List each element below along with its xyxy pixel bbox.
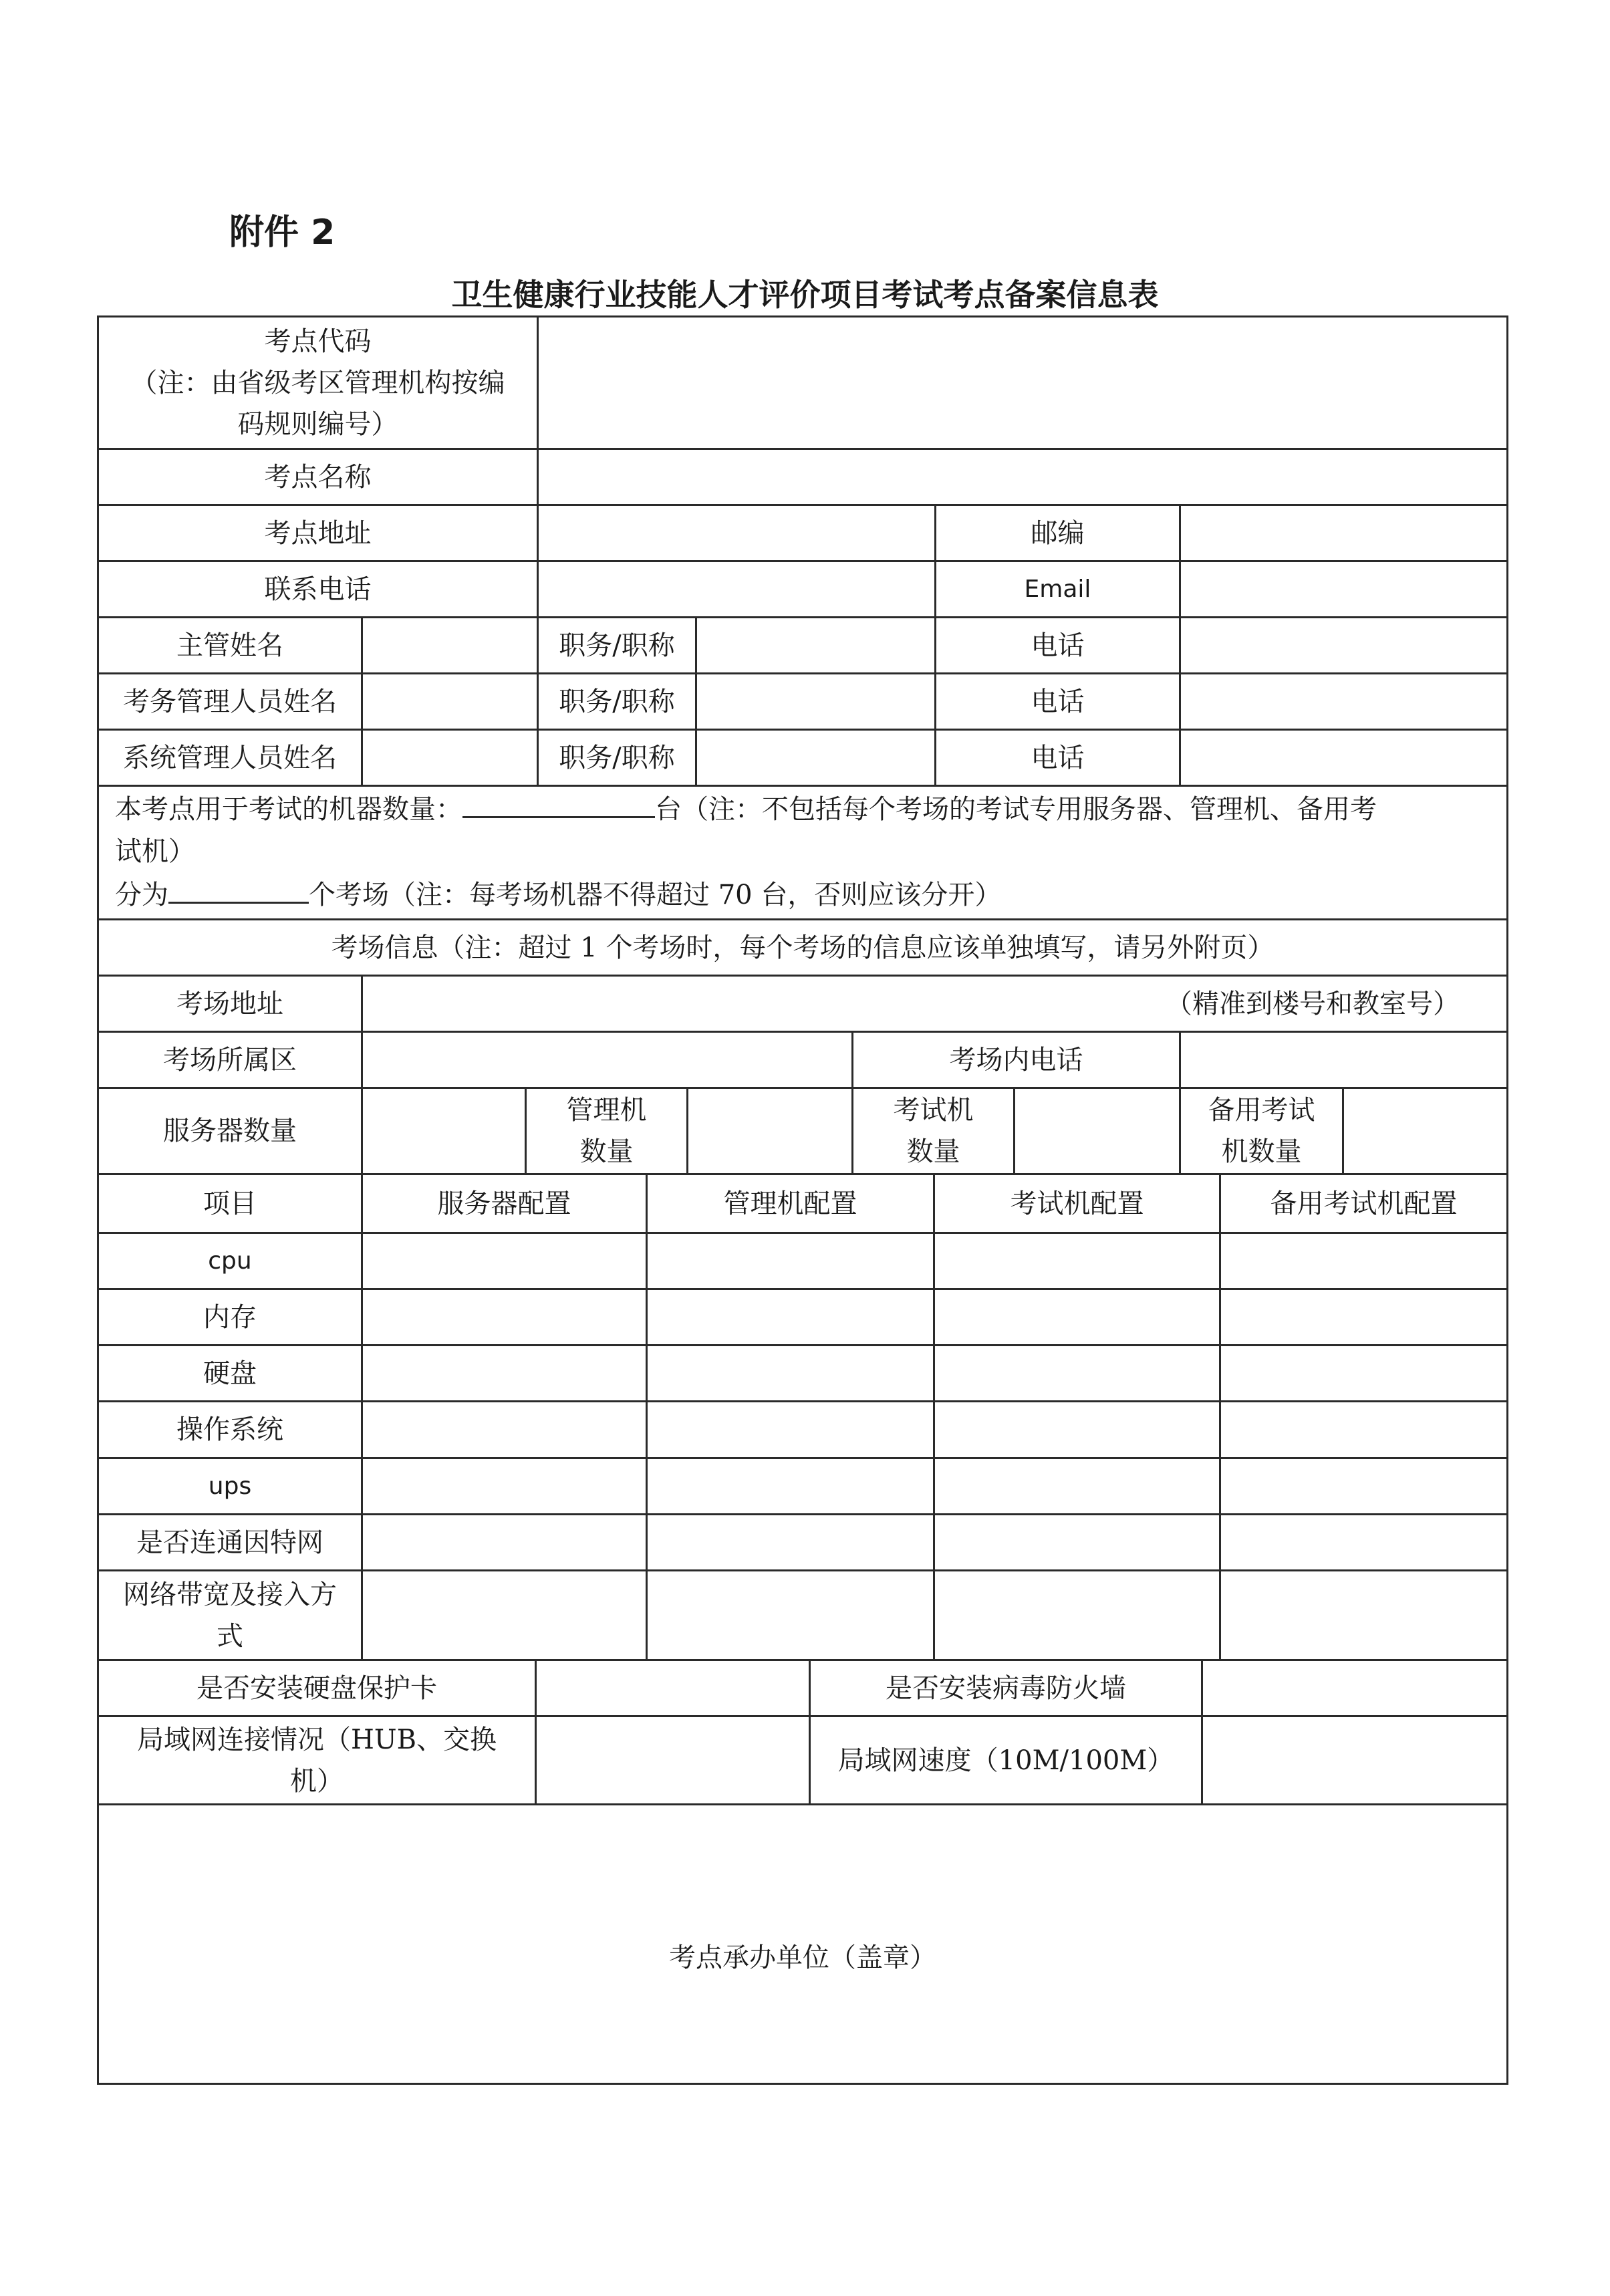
backup-count-label (1181, 1089, 1342, 1173)
site-code-note-2: 码规则编号） (237, 408, 398, 440)
contact-phone-label: 联系电话 (264, 573, 372, 605)
room-address-field[interactable] (363, 977, 1506, 1031)
backup-count-field[interactable] (1344, 1089, 1506, 1173)
machine-count-blank[interactable] (462, 792, 655, 818)
room-count-text (115, 874, 1001, 916)
exam-count-field[interactable] (1015, 1089, 1179, 1173)
exam-admin-position-label: 职务/职称 (559, 686, 675, 717)
config-row-internet: 是否连通因特网 (136, 1527, 323, 1558)
config-row-memory: 内存 (203, 1301, 257, 1333)
room-count-blank[interactable] (168, 878, 309, 904)
config-header-admin: 管理机配置 (723, 1188, 857, 1219)
room-count-prefix: 分为 (115, 880, 168, 910)
config-row-bandwidth-2: 式 (217, 1620, 243, 1652)
config-header-item: 项目 (203, 1188, 257, 1219)
config-row-bandwidth-1: 网络带宽及接入方 (123, 1579, 337, 1610)
sys-admin-name-field[interactable] (363, 731, 537, 785)
site-name-field[interactable] (539, 450, 1506, 504)
machine-count-text (115, 789, 1377, 830)
lan-connection-label (99, 1717, 535, 1803)
lan-speed-label: 局域网速度（10M/100M） (837, 1745, 1174, 1776)
admin-count-label (527, 1089, 686, 1173)
site-code-note: （注：由省级考区管理机构按编 (130, 367, 505, 398)
config-header-server: 服务器配置 (437, 1188, 571, 1219)
exam-admin-tel-field[interactable] (1181, 674, 1506, 729)
stamp-area[interactable] (99, 1805, 1506, 2083)
admin-count-field[interactable] (688, 1089, 851, 1173)
lan-connection-label-1: 局域网连接情况（HUB、交换 (137, 1724, 497, 1755)
room-district-label: 考场所属区 (163, 1044, 297, 1075)
director-name-field[interactable] (363, 618, 537, 672)
director-position-label: 职务/职称 (559, 630, 675, 661)
room-count-note: 个考场（注：每考场机器不得超过 70 台，否则应该分开） (309, 880, 1002, 910)
exam-admin-name-label: 考务管理人员姓名 (123, 686, 337, 717)
site-code-title: 考点代码 (264, 326, 372, 357)
room-inner-phone-label: 考场内电话 (949, 1044, 1083, 1075)
site-code-label (99, 317, 537, 448)
email-field[interactable] (1181, 562, 1506, 616)
sys-admin-tel-label: 电话 (1031, 742, 1085, 773)
room-address-hint: （精准到楼号和教室号） (1166, 988, 1460, 1019)
exam-count-label-1: 考试机 (893, 1095, 974, 1126)
admin-count-label-2: 数量 (579, 1136, 634, 1167)
site-code-field[interactable] (539, 317, 1506, 448)
config-header-exam: 考试机配置 (1010, 1188, 1144, 1219)
site-address-field[interactable] (539, 506, 934, 560)
postcode-field[interactable] (1181, 506, 1506, 560)
config-row-ups: ups (208, 1472, 252, 1500)
contact-phone-field[interactable] (539, 562, 934, 616)
sys-admin-position-label: 职务/职称 (559, 742, 675, 773)
site-name-label: 考点名称 (264, 461, 372, 493)
sys-admin-name-label: 系统管理人员姓名 (123, 742, 337, 773)
site-address-label: 考点地址 (264, 517, 372, 549)
stamp-label: 考点承办单位（盖章） (669, 1942, 936, 1973)
lan-connection-label-2: 机） (290, 1765, 344, 1797)
backup-count-label-1: 备用考试 (1208, 1095, 1315, 1126)
config-row-cpu: cpu (208, 1247, 252, 1275)
exam-count-label (853, 1089, 1013, 1173)
hdd-card-label: 是否安装硬盘保护卡 (196, 1672, 437, 1704)
lan-connection-field[interactable] (537, 1717, 809, 1803)
config-row-bandwidth (99, 1571, 361, 1659)
director-tel-label: 电话 (1031, 630, 1085, 661)
postcode-label: 邮编 (1031, 517, 1085, 549)
room-inner-phone-field[interactable] (1181, 1033, 1506, 1087)
sys-admin-position-field[interactable] (697, 731, 934, 785)
exam-admin-position-field[interactable] (697, 674, 934, 729)
sys-admin-tel-field[interactable] (1181, 731, 1506, 785)
exam-admin-tel-label: 电话 (1031, 686, 1085, 717)
machine-count-note-2: 试机） (115, 836, 195, 867)
firewall-label: 是否安装病毒防火墙 (886, 1672, 1126, 1704)
backup-count-label-2: 机数量 (1221, 1136, 1302, 1167)
email-label: Email (1024, 575, 1091, 603)
firewall-field[interactable] (1203, 1661, 1506, 1715)
form-title: 卫生健康行业技能人才评价项目考试考点备案信息表 (451, 277, 1159, 313)
exam-admin-name-field[interactable] (363, 674, 537, 729)
config-row-os: 操作系统 (176, 1414, 283, 1445)
director-tel-field[interactable] (1181, 618, 1506, 672)
config-header-backup: 备用考试机配置 (1270, 1188, 1458, 1219)
admin-count-label-1: 管理机 (566, 1095, 647, 1126)
director-name-label: 主管姓名 (176, 630, 283, 661)
room-address-label: 考场地址 (176, 988, 283, 1019)
machine-count-prefix: 本考点用于考试的机器数量： (115, 794, 462, 825)
hdd-card-field[interactable] (537, 1661, 809, 1715)
server-count-label: 服务器数量 (163, 1116, 297, 1146)
room-district-field[interactable] (363, 1033, 851, 1087)
exam-count-label-2: 数量 (906, 1136, 960, 1167)
attachment-label: 附件 2 (229, 213, 336, 253)
lan-speed-field[interactable] (1203, 1717, 1506, 1803)
config-row-disk: 硬盘 (203, 1358, 257, 1389)
room-info-header: 考场信息（注：超过 1 个考场时，每个考场的信息应该单独填写，请另外附页） (331, 932, 1274, 963)
machine-count-note: 台（注：不包括每个考场的考试专用服务器、管理机、备用考 (655, 794, 1377, 825)
director-position-field[interactable] (697, 618, 934, 672)
server-count-field[interactable] (363, 1089, 525, 1173)
